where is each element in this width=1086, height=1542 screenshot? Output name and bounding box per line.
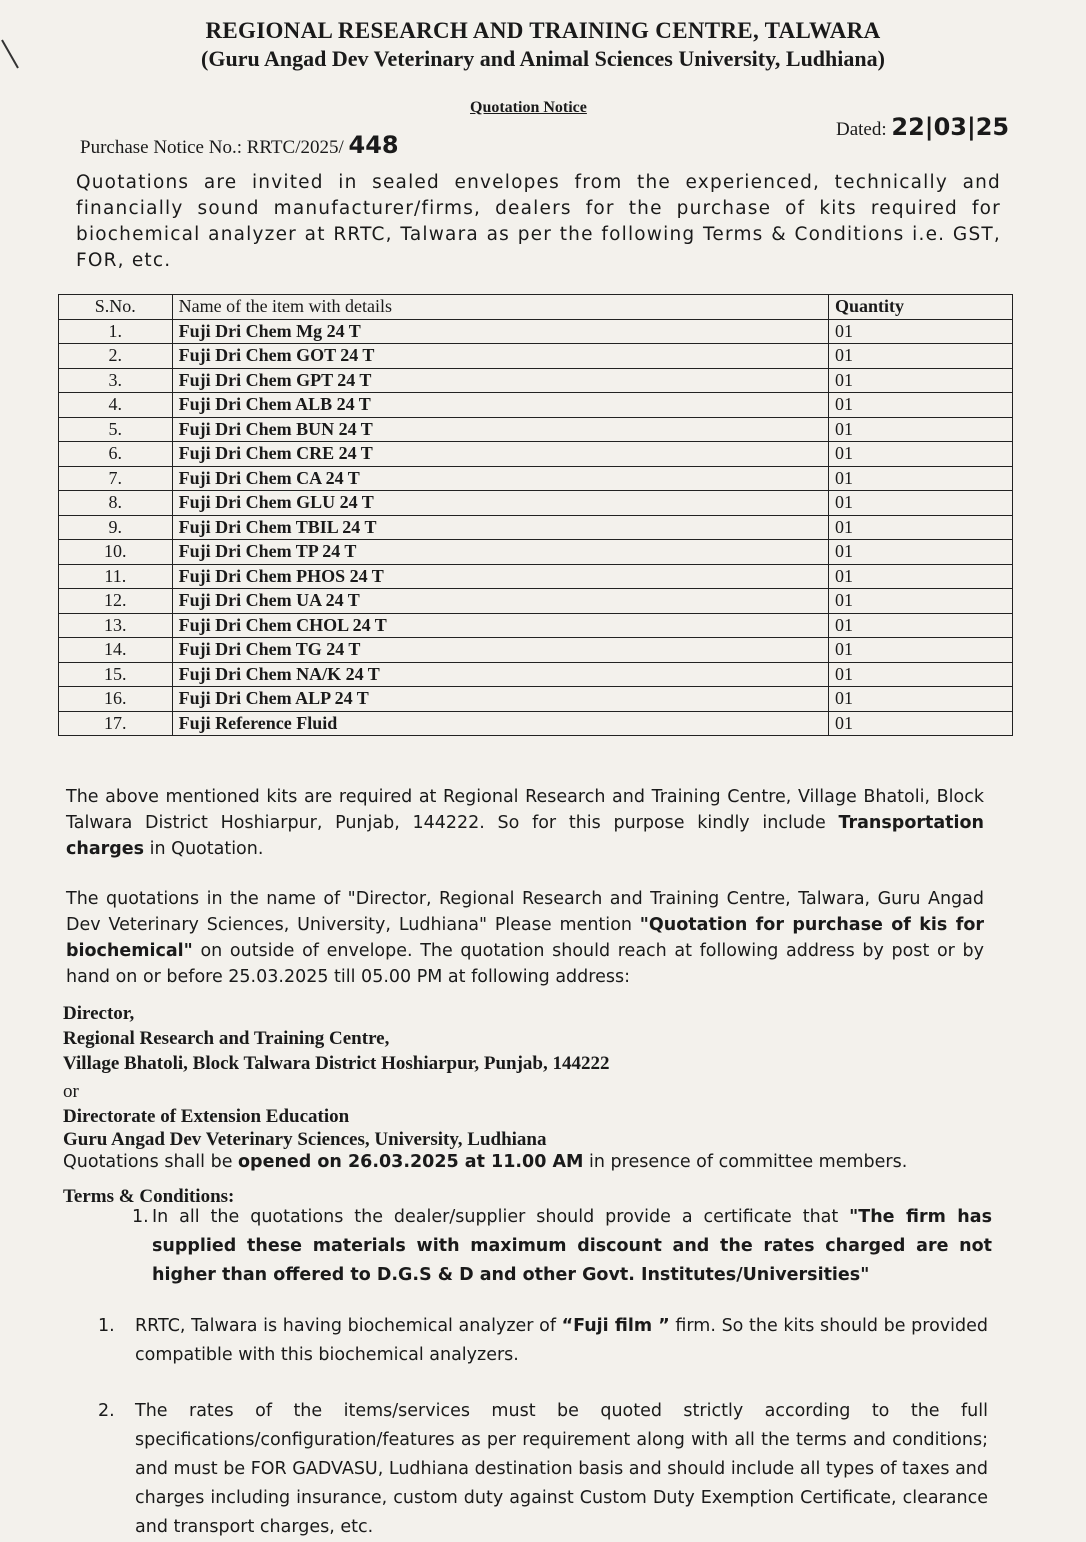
table-row [59, 491, 1013, 516]
address-line-1: Director, [63, 1003, 135, 1024]
cell-item: Fuji Dri Chem Mg 24 T [172, 319, 828, 344]
header-quantity: Quantity [829, 295, 1013, 320]
terms-heading: Terms & Conditions: [63, 1186, 235, 1207]
header-item: Name of the item with details [172, 295, 828, 320]
delivery-text: The above mentioned kits are required at Regional Research and Training Centre, Village Bhatoli, Block Talwara District Hoshiarpur, Punjab, 144222. So for this purpose kindly include [66, 787, 984, 833]
purchase-notice-number [80, 131, 399, 159]
opening-bold: opened on 26.03.2025 at 11.00 AM [238, 1152, 584, 1172]
purchase-notice-label: Purchase Notice No.: RRTC/2025/ [80, 137, 344, 158]
cell-item: Fuji Dri Chem NA/K 24 T [172, 662, 828, 687]
dated-value: 22|03|25 [891, 113, 1010, 141]
cell-quantity: 01 [829, 662, 1013, 687]
dated-label: Dated: [836, 119, 887, 140]
table-row [59, 368, 1013, 393]
cell-quantity: 01 [829, 442, 1013, 467]
cell-item: Fuji Dri Chem CRE 24 T [172, 442, 828, 467]
table-row [59, 417, 1013, 442]
term-tail: firm. So the kits should be provided compatible with this biochemical analyzers. [135, 1316, 989, 1365]
table-row [59, 638, 1013, 663]
header-sno: S.No. [59, 295, 173, 320]
cell-item: Fuji Dri Chem CHOL 24 T [172, 613, 828, 638]
purchase-notice-value: 448 [348, 131, 399, 159]
cell-item: Fuji Dri Chem GLU 24 T [172, 491, 828, 516]
cell-item: Fuji Dri Chem CA 24 T [172, 466, 828, 491]
cell-item: Fuji Dri Chem TP 24 T [172, 540, 828, 565]
cell-item: Fuji Dri Chem UA 24 T [172, 589, 828, 614]
cell-sno: 6. [59, 442, 173, 467]
cell-quantity: 01 [829, 540, 1013, 565]
term-text: In all the quotations the dealer/supplier should provide a certificate that [152, 1207, 850, 1227]
cell-item: Fuji Dri Chem GOT 24 T [172, 344, 828, 369]
cell-quantity: 01 [829, 417, 1013, 442]
table-row [59, 687, 1013, 712]
term-text: RRTC, Talwara is having biochemical analyzer of [135, 1316, 562, 1336]
cell-item: Fuji Dri Chem BUN 24 T [172, 417, 828, 442]
notice-title: Quotation Notice [470, 99, 587, 116]
cell-sno: 8. [59, 491, 173, 516]
cell-sno: 13. [59, 613, 173, 638]
table-row [59, 589, 1013, 614]
cell-quantity: 01 [829, 466, 1013, 491]
opening-notice [63, 1152, 907, 1172]
submission-paragraph [66, 886, 984, 990]
cell-item: Fuji Dri Chem ALB 24 T [172, 393, 828, 418]
cell-quantity: 01 [829, 344, 1013, 369]
cell-quantity: 01 [829, 589, 1013, 614]
items-table [58, 294, 1013, 736]
submission-tail: on outside of envelope. The quotation should reach at following address by post or by hand on or before 25.03.2025 till 05.00 PM at following address: [66, 941, 984, 987]
cell-sno: 14. [59, 638, 173, 663]
cell-quantity: 01 [829, 319, 1013, 344]
cell-quantity: 01 [829, 393, 1013, 418]
cell-quantity: 01 [829, 515, 1013, 540]
cell-sno: 11. [59, 564, 173, 589]
table-row [59, 466, 1013, 491]
table-row [59, 564, 1013, 589]
cell-item: Fuji Dri Chem ALP 24 T [172, 687, 828, 712]
table-row [59, 515, 1013, 540]
table-row [59, 540, 1013, 565]
cell-sno: 12. [59, 589, 173, 614]
table-header-row [59, 295, 1013, 320]
cell-quantity: 01 [829, 613, 1013, 638]
cell-item: Fuji Dri Chem TBIL 24 T [172, 515, 828, 540]
cell-sno: 2. [59, 344, 173, 369]
term-item [132, 1203, 992, 1290]
cell-sno: 9. [59, 515, 173, 540]
table-row [59, 711, 1013, 736]
cell-sno: 10. [59, 540, 173, 565]
cell-item: Fuji Dri Chem GPT 24 T [172, 368, 828, 393]
page-subtitle: (Guru Angad Dev Veterinary and Animal Sciences University, Ludhiana) [201, 46, 885, 71]
address-line-4: Directorate of Extension Education [63, 1106, 350, 1127]
page-title: REGIONAL RESEARCH AND TRAINING CENTRE, TALWARA [205, 18, 881, 43]
cell-sno: 5. [59, 417, 173, 442]
cell-quantity: 01 [829, 638, 1013, 663]
term-bold: "The firm has supplied these materials with maximum discount and the rates charged are not higher than offered to D.G.S & D and other Govt. Institutes/Universities" [152, 1207, 992, 1285]
table-row [59, 344, 1013, 369]
table-row [59, 662, 1013, 687]
address-or: or [63, 1081, 79, 1102]
delivery-bold: Transportation charges [66, 813, 984, 859]
term-number: 1. [98, 1316, 115, 1336]
table-row [59, 442, 1013, 467]
cell-item: Fuji Dri Chem TG 24 T [172, 638, 828, 663]
cell-sno: 3. [59, 368, 173, 393]
cell-sno: 16. [59, 687, 173, 712]
cell-sno: 15. [59, 662, 173, 687]
opening-pre: Quotations shall be [63, 1152, 239, 1172]
submission-bold: "Quotation for purchase of kis for biochemical" [66, 915, 984, 961]
term-number: 2. [98, 1401, 115, 1421]
address-line-2: Regional Research and Training Centre, [63, 1028, 390, 1049]
opening-post: in presence of committee members. [583, 1152, 908, 1172]
cell-quantity: 01 [829, 491, 1013, 516]
table-row [59, 319, 1013, 344]
term-number: 1. [132, 1207, 149, 1227]
table-row [59, 613, 1013, 638]
cell-sno: 17. [59, 711, 173, 736]
cell-item: Fuji Dri Chem PHOS 24 T [172, 564, 828, 589]
submission-text: The quotations in the name of "Director, Regional Research and Training Centre, Talwara, Guru Angad Dev Veterinary Sciences, University, Ludhiana" Please mention [66, 889, 984, 935]
intro-paragraph: Quotations are invited in sealed envelopes from the experienced, technically and financially sound manufacturer/firms, dealers for the purchase of kits required for biochemical analyzer at RRTC, Talwara as per the following Terms & Conditions i.e. GST, FOR, etc. [76, 172, 1001, 271]
cell-quantity: 01 [829, 368, 1013, 393]
cell-sno: 1. [59, 319, 173, 344]
cell-quantity: 01 [829, 711, 1013, 736]
dated [836, 113, 1009, 141]
address-line-3: Village Bhatoli, Block Talwara District Hoshiarpur, Punjab, 144222 [63, 1053, 610, 1074]
cell-sno: 7. [59, 466, 173, 491]
term-item [98, 1312, 988, 1370]
cell-quantity: 01 [829, 687, 1013, 712]
cell-quantity: 01 [829, 564, 1013, 589]
cell-item: Fuji Reference Fluid [172, 711, 828, 736]
term-bold: “Fuji film ” [561, 1316, 670, 1336]
table-row [59, 393, 1013, 418]
address-line-5: Guru Angad Dev Veterinary Sciences, University, Ludhiana [63, 1129, 547, 1150]
delivery-paragraph [66, 784, 984, 862]
term-text: The rates of the items/services must be quoted strictly according to the full specifications/configuration/features as per requirement along with all the terms and conditions; and must be FOR GADVASU, Ludhiana destination basis and should include all types of taxes and charges including insurance, custom duty against Custom Duty Exemption Certificate, clearance and transport charges, etc. [135, 1401, 988, 1537]
delivery-tail: in Quotation. [144, 839, 264, 859]
term-item [98, 1397, 988, 1542]
cell-sno: 4. [59, 393, 173, 418]
